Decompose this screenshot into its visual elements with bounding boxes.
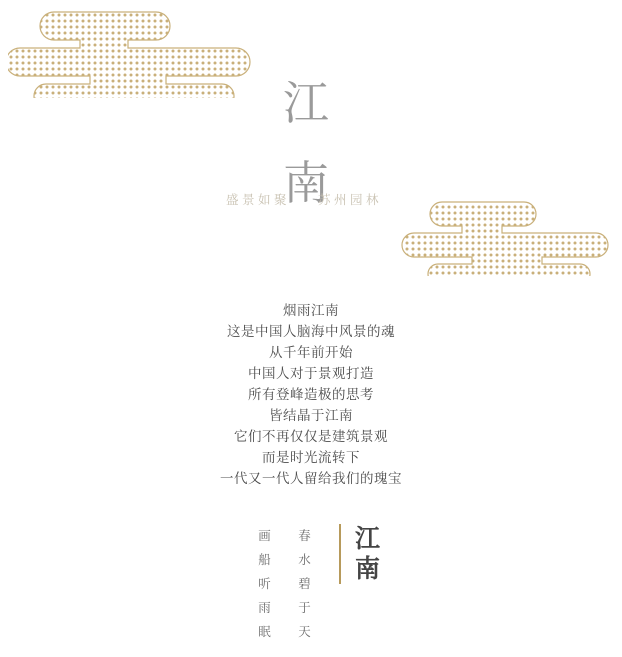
vertical-char: 画 bbox=[258, 529, 272, 543]
poem-line: 中国人对于景观打造 bbox=[248, 366, 374, 381]
vertical-char: 船 bbox=[258, 553, 272, 567]
hero-char-jiang: 江 bbox=[283, 76, 331, 130]
hero-subtitle-right: 苏州园林 bbox=[317, 193, 382, 207]
vertical-char: 天 bbox=[298, 625, 312, 639]
vertical-char: 水 bbox=[298, 553, 312, 567]
vertical-char: 碧 bbox=[298, 577, 312, 591]
bottom-seal-block bbox=[245, 524, 401, 644]
bottom-title-char-nan: 南 bbox=[355, 554, 382, 583]
vertical-char: 眠 bbox=[258, 625, 272, 639]
bottom-title-char-jiang: 江 bbox=[355, 524, 382, 553]
poem-line: 皆结晶于江南 bbox=[269, 408, 353, 423]
poem-line: 一代又一代人留给我们的瑰宝 bbox=[220, 471, 402, 486]
hero-subtitle bbox=[226, 190, 382, 208]
vertical-char: 春 bbox=[298, 529, 312, 543]
poem-line: 从千年前开始 bbox=[269, 345, 353, 360]
vertical-char: 雨 bbox=[258, 601, 272, 615]
vertical-char: 于 bbox=[298, 601, 312, 615]
poem-block bbox=[0, 300, 622, 489]
vertical-column-2 bbox=[245, 524, 285, 644]
poem-line: 烟雨江南 bbox=[283, 303, 339, 318]
hero-subtitle-left: 盛景如聚 bbox=[226, 193, 291, 207]
hero-title bbox=[0, 60, 622, 220]
hero-char-nan: 南 bbox=[283, 156, 331, 210]
poem-line: 它们不再仅仅是建筑景观 bbox=[234, 429, 388, 444]
vertical-char: 听 bbox=[258, 577, 272, 591]
vertical-column-1 bbox=[285, 524, 325, 644]
poem-line: 所有登峰造极的思考 bbox=[248, 387, 374, 402]
poem-line: 而是时光流转下 bbox=[262, 450, 360, 465]
bottom-title bbox=[339, 524, 401, 584]
poem-line: 这是中国人脑海中风景的魂 bbox=[227, 324, 395, 339]
